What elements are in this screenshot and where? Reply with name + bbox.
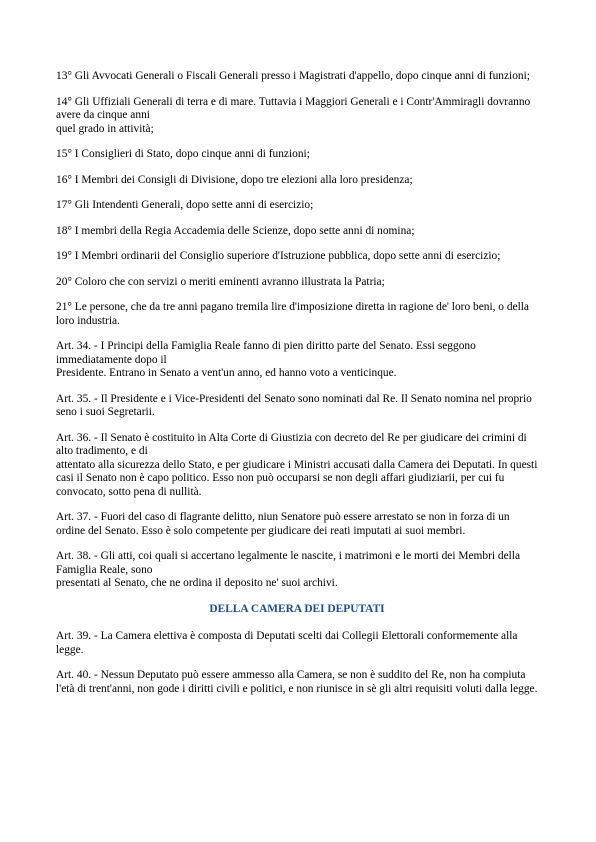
paragraph-15: 15° I Consiglieri di Stato, dopo cinque anni di funzioni; xyxy=(56,148,310,160)
article-37: Art. 37. - Fuori del caso di flagrante delitto, niun Senatore può essere arrestato se non in forza di un ordine del Senato. Esso è solo competente per giudicare dei reati imputati ai suoi membri. xyxy=(56,511,510,537)
paragraph-16: 16° I Membri dei Consigli di Divisione, dopo tre elezioni alla loro presidenza; xyxy=(56,173,413,186)
paragraph-19: 19° I Membri ordinarii del Consiglio superiore d'Istruzione pubblica, dopo sette anni di esercizio; xyxy=(56,250,501,262)
article-36: Art. 36. - Il Senato è costituito in Alta Corte di Giustizia con decreto del Re per giudicare dei crimini di alto tradimento, e di attentato alla sicurezza dello Stato, e per giudicare i Ministri accusati dalla Camera dei Deputati. In questi casi il Senato non è capo politico. Esso non può occuparsi se non degli affari giudiziarii, per cui fu convocato, sotto pena di nullità. xyxy=(56,431,538,498)
paragraph-14: 14° Gli Uffiziali Generali di terra e di mare. Tuttavia i Maggiori Generali e i Contr'Ammiragli dovranno avere da cinque anni quel grado in attività; xyxy=(56,95,531,135)
paragraph-20: 20° Coloro che con servizi o meriti eminenti avranno illustrata la Patria; xyxy=(56,275,385,288)
paragraph-18: 18° I membri della Regia Accademia delle Scienze, dopo sette anni di nomina; xyxy=(56,224,415,237)
article-39: Art. 39. - La Camera elettiva è composta di Deputati scelti dai Collegii Elettorali conformemente alla legge. xyxy=(56,630,518,656)
paragraph-13: 13° Gli Avvocati Generali o Fiscali Generali presso i Magistrati d'appello, dopo cinque anni di funzioni; xyxy=(56,70,530,82)
article-34: Art. 34. - I Principi della Famiglia Reale fanno di pien diritto parte del Senato. Essi seggono immediatamente dopo il Presidente. Entrano in Senato a vent'un anno, ed hanno voto a venticinque. xyxy=(56,340,476,379)
document-page xyxy=(56,70,538,708)
article-35: Art. 35. - Il Presidente e i Vice-Presidenti del Senato sono nominati dal Re. Il Senato nomina nel proprio seno i suoi Segretarii. xyxy=(56,392,532,418)
article-40: Art. 40. - Nessun Deputato può essere ammesso alla Camera, se non è suddito del Re, non ha compiuta l'età di trent'anni, non gode i diritti civili e politici, e non riunisce in sè gli altri requisiti voluti dalla legge. xyxy=(56,669,538,695)
article-38: Art. 38. - Gli atti, coi quali si accertano legalmente le nascite, i matrimoni e le morti dei Membri della Famiglia Reale, sono presentati al Senato, che ne ordina il deposito ne' suoi archivi. xyxy=(56,550,521,589)
paragraph-21: 21° Le persone, che da tre anni pagano tremila lire d'imposizione diretta in ragione de' loro beni, o della loro industria. xyxy=(56,301,529,327)
section-heading: DELLA CAMERA DEI DEPUTATI xyxy=(209,602,385,615)
paragraph-17: 17° Gli Intendenti Generali, dopo sette anni di esercizio; xyxy=(56,199,314,211)
